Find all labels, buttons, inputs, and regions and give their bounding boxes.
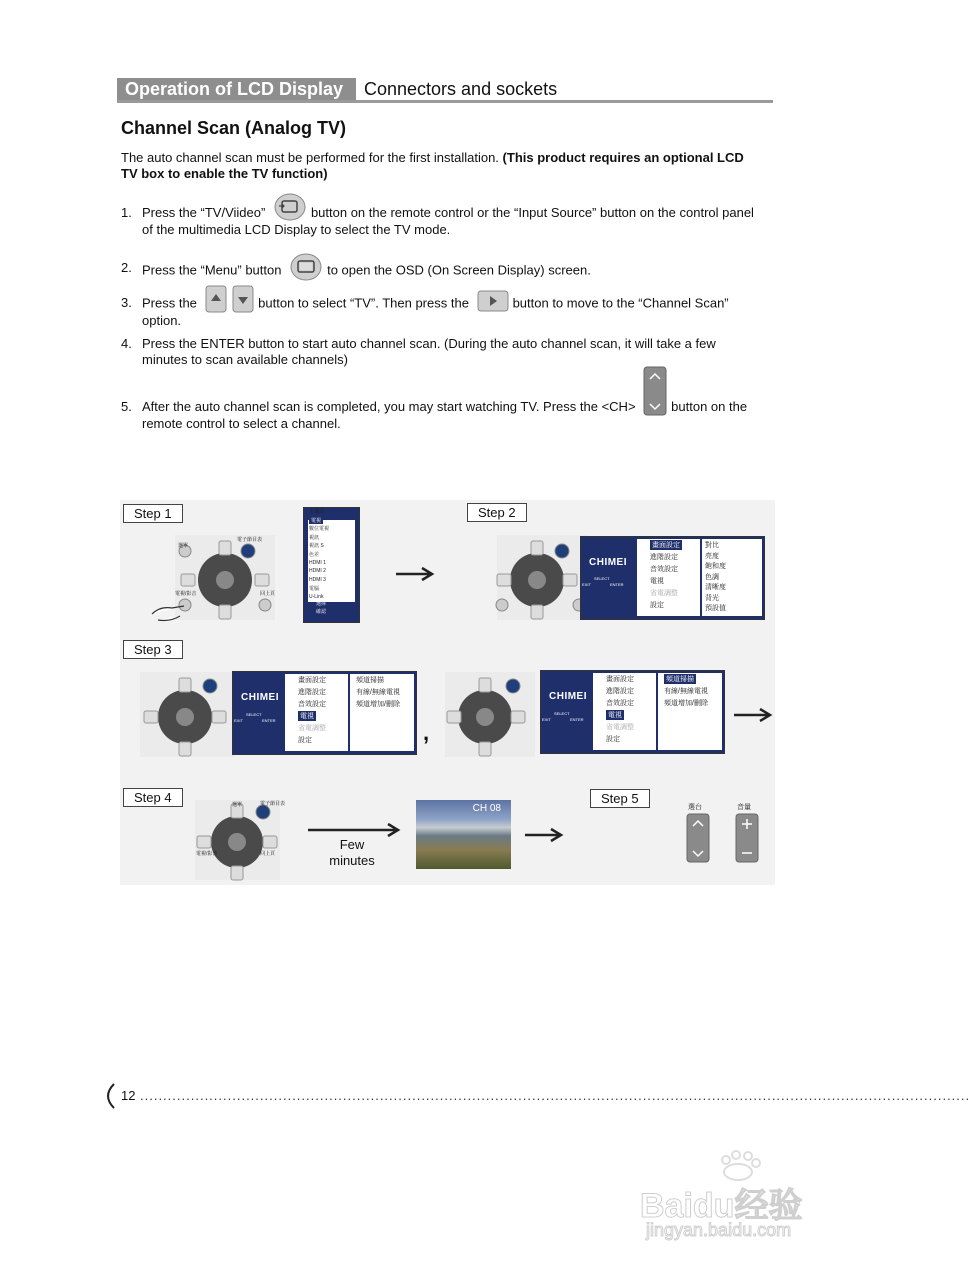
- osd-menu-item: 電視: [608, 712, 622, 719]
- hand-pointer-icon: [150, 598, 186, 624]
- osd-menu-item: 音效設定: [650, 566, 678, 573]
- source-menu-footer-select: 選擇: [316, 601, 327, 607]
- step-number: 5.: [121, 399, 132, 414]
- remote-label-menu: 選單: [178, 543, 189, 549]
- source-menu-item: 數位電視: [309, 526, 330, 533]
- step-text-before: Press the “TV/Viideo”: [142, 205, 266, 220]
- step-text-before: After the auto channel scan is completed, you may start watching TV. Press the <CH>: [142, 399, 636, 414]
- channel-label: 選台: [688, 804, 702, 811]
- page-number: 12: [121, 1088, 136, 1103]
- watermark-brand: Baidu经验: [640, 1187, 803, 1225]
- section-header: [117, 78, 773, 103]
- step-5-label: Step 5: [590, 789, 650, 808]
- intro-paragraph: [121, 150, 761, 182]
- osd-submenu-item: 有線/無線電視: [356, 689, 400, 696]
- source-menu-item: HDMI 2: [309, 568, 326, 575]
- volume-label: 音量: [737, 804, 751, 811]
- remote-label-tv-av: 電視/影音: [196, 851, 218, 857]
- osd-menu-item: 電視: [650, 578, 664, 585]
- osd-hint-label: SELECT: [554, 711, 570, 716]
- osd-submenu-item: 背光: [705, 594, 719, 602]
- source-menu-footer-confirm: 確認: [316, 609, 327, 615]
- step-1-label: Step 1: [123, 504, 183, 523]
- osd-menu-item: 設定: [650, 602, 664, 609]
- step-text-after: button on the remote control to select a channel.: [142, 399, 748, 431]
- osd-submenu-item: 色調: [705, 573, 719, 581]
- instruction-step-3: [121, 295, 761, 329]
- remote-dpad-step-3a: [140, 672, 235, 757]
- sequence-comma: ,: [423, 720, 430, 745]
- osd-hint-label: ENTER: [610, 582, 624, 587]
- osd-menu-item: 設定: [298, 737, 312, 744]
- step-3-label: Step 3: [123, 640, 183, 659]
- remote-label-epg: 電子節目表: [260, 801, 286, 807]
- source-menu-item: 主畫面: [309, 509, 325, 515]
- osd-submenu-item: 頻道掃描: [666, 676, 694, 683]
- remote-dpad-step-3b: [445, 672, 535, 757]
- osd-menu-item: 省電調整: [606, 724, 634, 731]
- osd-hint-label: SELECT: [246, 712, 262, 717]
- watermark-url: jingyan.baidu.com: [646, 1220, 792, 1240]
- remote-dpad-step-1: [175, 535, 275, 620]
- osd-menu-item: 進階設定: [650, 554, 678, 561]
- few-minutes-caption: Few minutes: [329, 837, 375, 868]
- step-text-after: to open the OSD (On Screen Display) screen.: [327, 262, 591, 278]
- step-text-after: button on the remote control or the “Input Source” button on the control panel of the multimedia LCD Display to select the TV mode.: [142, 205, 754, 237]
- osd-brand: CHIMEI: [549, 691, 587, 702]
- step-text-after-2: button to move to the “Channel Scan” option.: [142, 295, 729, 328]
- remote-label-tv-av: 電視/影音: [175, 591, 197, 597]
- instruction-step-4: [121, 336, 761, 368]
- baidu-watermark: [640, 1150, 855, 1250]
- remote-dpad-step-2: [497, 535, 587, 620]
- volume-rocker-icon: [735, 813, 759, 863]
- osd-hint-label: EXIT: [582, 582, 591, 587]
- osd-menu-item: 省電調整: [650, 590, 678, 597]
- osd-hint-label: ENTER: [570, 717, 584, 722]
- source-menu-item: 視訊: [309, 534, 320, 541]
- osd-menu-item: 畫面設定: [298, 677, 326, 684]
- procedure-illustration: [120, 500, 775, 885]
- step-2-label: Step 2: [467, 503, 527, 522]
- page-corner-bracket: [100, 1082, 116, 1110]
- source-menu-item: 電腦: [309, 586, 320, 593]
- step-number: 2.: [121, 260, 132, 275]
- source-menu-item: 色差: [309, 552, 320, 558]
- osd-menu-item: 音效設定: [606, 700, 634, 707]
- step-text: Press the ENTER button to start auto channel scan. (During the auto channel scan, it will take a few minutes to scan available channels): [142, 336, 716, 367]
- osd-submenu-item: 預設值: [705, 605, 726, 612]
- remote-label-back: 回上頁: [260, 591, 276, 597]
- osd-submenu-item: 飽和度: [705, 563, 726, 570]
- page-title: Channel Scan (Analog TV): [121, 118, 347, 138]
- source-menu-item: 視訊 S: [309, 543, 324, 550]
- section-title: Operation of LCD Display: [117, 78, 356, 100]
- subsection-title: Connectors and sockets: [364, 79, 558, 99]
- step-text-before: Press the: [142, 295, 197, 311]
- osd-brand: CHIMEI: [241, 692, 279, 703]
- channel-rocker-icon: [686, 813, 710, 863]
- channel-button-icon: [643, 366, 667, 416]
- tv-video-button-icon: [273, 192, 307, 222]
- up-button-icon: [205, 285, 227, 313]
- source-menu-item: 電視: [311, 517, 322, 524]
- instruction-step-2: [121, 260, 761, 282]
- paw-logo-icon: [708, 1150, 788, 1180]
- osd-submenu-item: 有線/無線電視: [664, 688, 708, 695]
- step-text-after: button to select “TV”. Then press the: [258, 295, 469, 311]
- osd-menu-item: 畫面設定: [652, 542, 680, 549]
- osd-menu-item: 畫面設定: [606, 676, 634, 683]
- down-button-icon: [232, 285, 254, 313]
- intro-text: The auto channel scan must be performed for the first installation.: [121, 150, 503, 165]
- remote-label-menu: 選單: [232, 802, 243, 808]
- next-arrow-icon: [734, 707, 774, 723]
- osd-menu-item: 音效設定: [298, 701, 326, 708]
- right-button-icon: [477, 290, 509, 312]
- menu-button-icon: [289, 252, 323, 282]
- wait-arrow-icon: [308, 822, 403, 838]
- step-number: 1.: [121, 205, 132, 220]
- next-arrow-icon: [525, 827, 565, 843]
- remote-label-back: 回上頁: [260, 851, 276, 857]
- step-text-before: Press the “Menu” button: [142, 262, 282, 278]
- osd-menu-item: 進階設定: [298, 689, 326, 696]
- osd-submenu-item: 頻道增加/刪除: [664, 700, 708, 707]
- footer-leader-dots: ....................................................................................................................................................................................: [140, 1088, 970, 1103]
- intro-note: (This product requires an optional LCD TV box to enable the TV function): [121, 150, 744, 181]
- osd-hint-label: EXIT: [234, 718, 243, 723]
- source-menu-item: HDMI 3: [309, 576, 326, 583]
- step-number: 4.: [121, 336, 132, 351]
- remote-dpad-step-4: [195, 800, 280, 880]
- osd-submenu-item: 清晰度: [705, 584, 726, 591]
- next-arrow-icon: [396, 566, 436, 582]
- instruction-step-1: [121, 205, 761, 238]
- osd-menu-item: 進階設定: [606, 688, 634, 695]
- instruction-step-5: [121, 399, 761, 432]
- tv-picture: [416, 800, 511, 869]
- source-menu-item: HDMI 1: [309, 559, 326, 566]
- osd-submenu-item: 亮度: [705, 552, 719, 560]
- osd-menu-item: 設定: [606, 736, 620, 743]
- osd-brand: CHIMEI: [589, 557, 627, 568]
- remote-label-epg: 電子節目表: [237, 537, 263, 543]
- osd-submenu-item: 頻道掃描: [356, 677, 384, 684]
- osd-hint-label: SELECT: [594, 576, 610, 581]
- osd-menu-item: 省電調整: [298, 725, 326, 732]
- channel-indicator: CH 08: [472, 803, 501, 814]
- step-4-label: Step 4: [123, 788, 183, 807]
- osd-hint-label: ENTER: [262, 718, 276, 723]
- osd-menu-item: 電視: [300, 713, 314, 720]
- step-number: 3.: [121, 295, 132, 310]
- osd-submenu-item: 對比: [705, 542, 719, 549]
- source-menu-item: U-Link: [309, 594, 324, 600]
- osd-submenu-item: 頻道增加/刪除: [356, 701, 400, 708]
- osd-hint-label: EXIT: [542, 717, 551, 722]
